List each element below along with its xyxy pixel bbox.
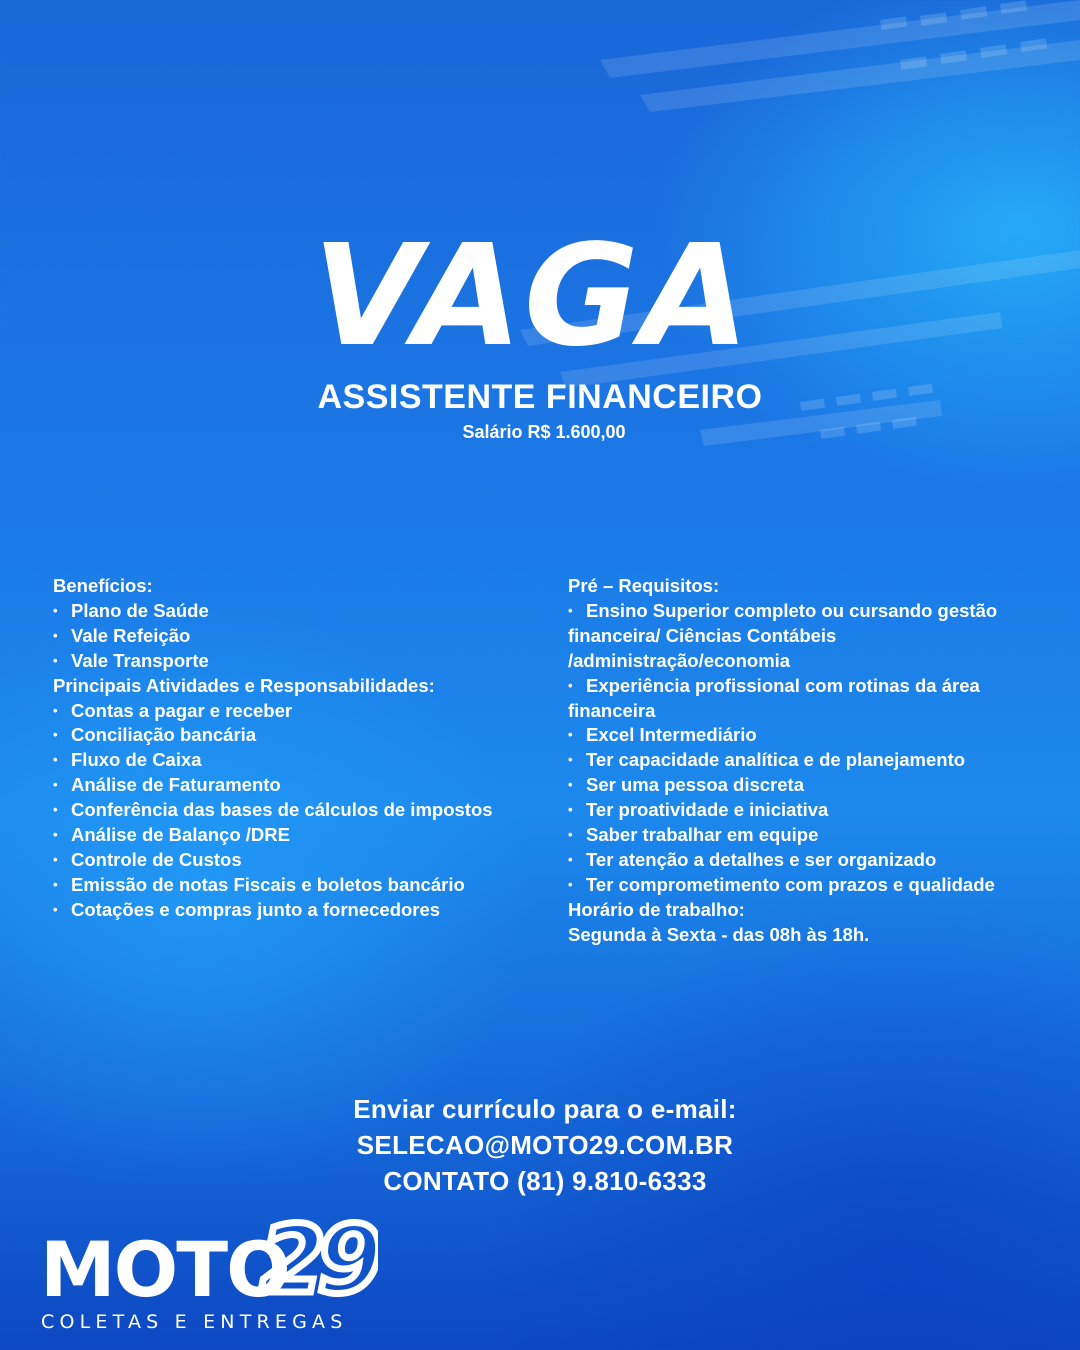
left-column [53,574,553,923]
requirement-item: • Ter atenção a detalhes e ser organizado [568,848,1058,873]
benefit-item: • Vale Transporte [53,649,553,674]
contact-email: SELECAO@MOTO29.COM.BR [356,1130,734,1160]
logo-number: 29 [260,1218,375,1315]
requirement-item: • Ensino Superior completo ou cursando gestão [568,599,1058,624]
job-title: ASSISTENTE FINANCEIRO [317,378,763,416]
requirement-continuation: financeira/ Ciências Contábeis [568,624,837,646]
contact-instruction: Enviar currículo para o e-mail: [353,1094,737,1124]
activity-item: • Contas a pagar e receber [53,699,553,724]
schedule-heading: Horário de trabalho: [568,898,745,920]
schedule-value: Segunda à Sexta - das 08h às 18h. [568,923,870,945]
requirement-continuation: financeira [568,699,656,721]
requirements-heading: Pré – Requisitos: [568,575,720,596]
activity-item: • Cotações e compras junto a fornecedores [53,898,553,923]
requirement-item: • Ser uma pessoa discreta [568,773,1058,798]
moto29-logo [38,1218,378,1336]
activity-item: • Controle de Custos [53,848,553,873]
contact-block [0,1091,1080,1199]
activity-item: • Análise de Balanço /DRE [53,823,553,848]
requirement-item: • Excel Intermediário [568,723,1058,748]
requirement-item: • Saber trabalhar em equipe [568,823,1058,848]
logo-tagline: COLETAS E ENTREGAS [41,1311,348,1333]
requirement-item: • Ter proatividade e iniciativa [568,798,1058,823]
activity-item: • Conciliação bancária [53,723,553,748]
benefit-item: • Vale Refeição [53,624,553,649]
requirement-item: • Experiência profissional com rotinas da área [568,674,1058,699]
requirement-continuation: /administração/economia [568,649,791,671]
activity-item: • Análise de Faturamento [53,773,553,798]
right-column [568,574,1058,948]
salary: Salário R$ 1.600,00 [462,422,626,442]
activity-item: • Fluxo de Caixa [53,748,553,773]
headline-vaga: VAGA [312,215,752,378]
requirement-item: • Ter capacidade analítica e de planejamento [568,748,1058,773]
benefits-heading: Benefícios: [53,575,153,596]
benefit-item: • Plano de Saúde [53,599,553,624]
activities-heading: Principais Atividades e Responsabilidades: [53,674,435,696]
requirement-item: • Ter comprometimento com prazos e qualidade [568,873,1058,898]
activity-item: • Conferência das bases de cálculos de impostos [53,798,553,823]
logo-wordmark: MOTO [40,1225,289,1314]
activity-item: • Emissão de notas Fiscais e boletos bancário [53,873,553,898]
contact-phone: CONTATO (81) 9.810-6333 [383,1166,707,1196]
